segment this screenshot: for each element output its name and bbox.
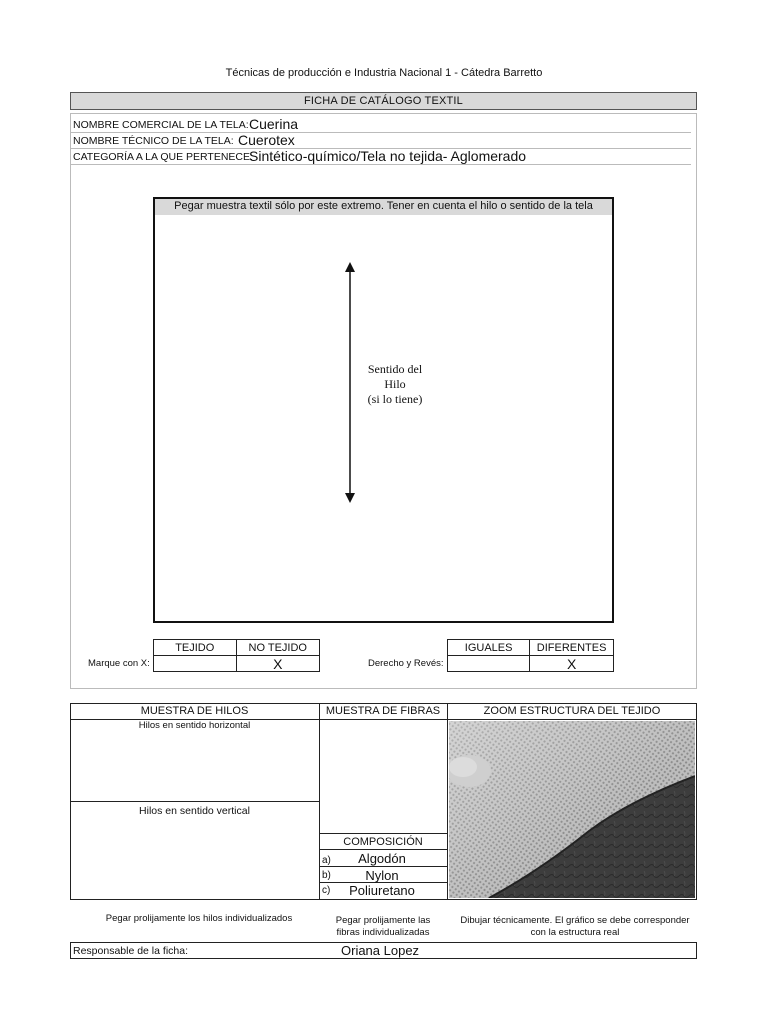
responsable-row (70, 942, 697, 959)
nombre-tecnico-value: Cuerotex (238, 132, 295, 148)
hilos-divider (70, 801, 319, 802)
composition-item-c: Poliuretano (349, 883, 415, 898)
composition-letter-a: a) (322, 855, 331, 866)
tejido-header: TEJIDO (154, 640, 237, 656)
iguales-checkbox[interactable] (448, 656, 530, 672)
composition-letter-b: b) (322, 870, 331, 881)
nombre-tecnico-row (71, 133, 691, 149)
document-header: Técnicas de producción e Industria Nacional 1 - Cátedra Barretto (225, 67, 543, 79)
derecho-reves-label: Derecho y Revés: (368, 658, 444, 669)
no-tejido-header: NO TEJIDO (236, 640, 320, 656)
sample-header: Pegar muestra textil sólo por este extremo. Tener en cuenta el hilo o sentido de la tela (155, 199, 612, 215)
hilos-horizontal-label: Hilos en sentido horizontal (138, 720, 251, 731)
sample-area (153, 197, 614, 623)
grain-direction-label (330, 362, 460, 407)
fabric-zoom-image (449, 721, 695, 898)
categoria-row (71, 149, 691, 165)
composition-letter-c: c) (322, 885, 331, 896)
caption-fibras-line2: fibras individualizadas (336, 927, 430, 938)
grain-line-1: Sentido del (367, 362, 423, 376)
muestra-fibras-header: MUESTRA DE FIBRAS (325, 705, 441, 717)
muestra-hilos-header: MUESTRA DE HILOS (140, 705, 249, 717)
diferentes-header: DIFERENTES (530, 640, 614, 656)
grain-line-3: (si lo tiene) (367, 392, 423, 406)
composicion-header-divider (319, 849, 447, 850)
tejido-checkbox[interactable] (154, 656, 237, 672)
responsable-value: Oriana Lopez (341, 943, 420, 958)
marque-label: Marque con X: (88, 658, 150, 669)
hilos-vertical-label: Hilos en sentido vertical (139, 805, 250, 817)
composicion-row-divider-1 (319, 866, 447, 867)
nombre-comercial-row (71, 117, 691, 133)
tejido-table (153, 639, 320, 672)
ficha-title: FICHA DE CATÁLOGO TEXTIL (70, 92, 697, 110)
no-tejido-checkbox[interactable]: X (236, 656, 320, 672)
composition-item-b: Nylon (365, 868, 399, 883)
composicion-header: COMPOSICIÓN (343, 836, 423, 848)
derecho-reves-table (447, 639, 614, 672)
grid-col-divider-2 (447, 703, 448, 900)
composicion-top-divider (319, 833, 447, 834)
caption-dibujar-line2: con la estructura real (530, 927, 620, 938)
composition-item-a: Algodón (358, 851, 406, 866)
grain-line-2: Hilo (384, 377, 406, 391)
categoria-label: CATEGORÍA A LA QUE PERTENECE: (73, 151, 253, 163)
caption-fibras-line1: Pegar prolijamente las (335, 915, 431, 926)
caption-fibras (319, 915, 447, 939)
nombre-comercial-value: Cuerina (249, 116, 299, 132)
diferentes-checkbox[interactable]: X (530, 656, 614, 672)
categoria-value: Sintético-químico/Tela no tejida- Aglomerado (249, 148, 527, 164)
caption-dibujar (447, 915, 703, 939)
nombre-tecnico-label: NOMBRE TÉCNICO DE LA TELA: (73, 135, 234, 147)
responsable-label: Responsable de la ficha: (73, 945, 188, 957)
nombre-comercial-label: NOMBRE COMERCIAL DE LA TELA: (73, 119, 249, 131)
grid-col-divider-1 (319, 703, 320, 900)
iguales-header: IGUALES (448, 640, 530, 656)
zoom-header: ZOOM ESTRUCTURA DEL TEJIDO (483, 705, 661, 717)
caption-hilos: Pegar prolijamente los hilos individualizados (105, 913, 293, 924)
caption-dibujar-line1: Dibujar técnicamente. El gráfico se debe corresponder (460, 915, 690, 926)
